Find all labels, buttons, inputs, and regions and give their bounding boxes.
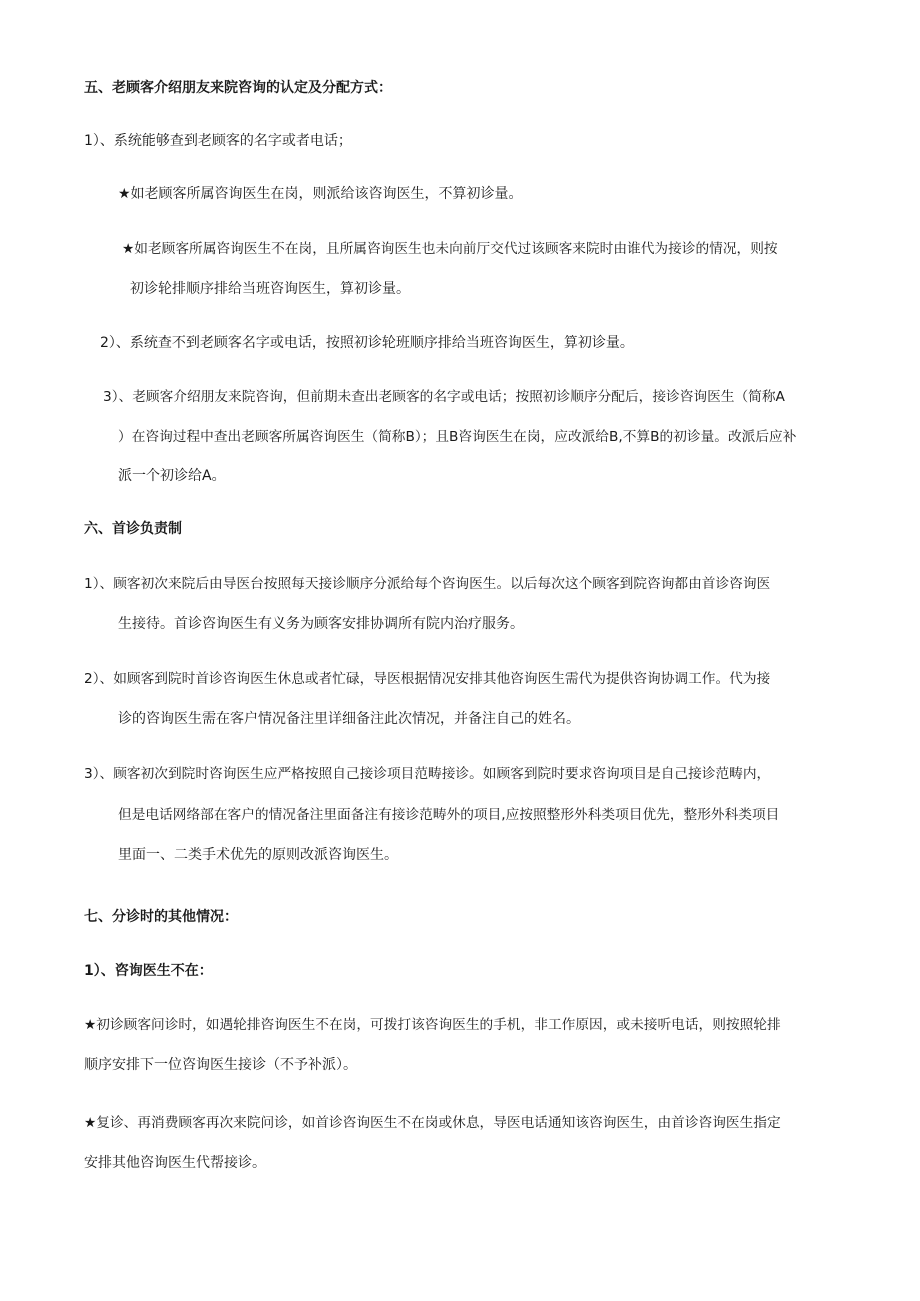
section-6-item-3-line-2: 但是电话网络部在客户的情况备注里面备注有接诊范畴外的项目,应按照整形外科类项目优先，整形外科类项目	[118, 807, 780, 823]
section-6-item-3-line-3: 里面一、二类手术优先的原则改派咨询医生。	[118, 847, 398, 863]
section-6-heading: 六、首诊负责制	[84, 521, 182, 537]
section-7-note-2-line-2: 安排其他咨询医生代帮接诊。	[84, 1155, 266, 1171]
section-7-note-2-line-1: ★复诊、再消费顾客再次来院问诊，如首诊咨询医生不在岗或休息，导医电话通知该咨询医生，由首诊咨询医生指定	[84, 1115, 781, 1131]
section-6-item-3-line-1: 3）、顾客初次到院时咨询医生应严格按照自己接诊项目范畴接诊。如顾客到院时要求咨询项目是自己接诊范畴内，	[84, 766, 771, 782]
section-5-item-3-line-2: ）在咨询过程中查出老顾客所属咨询医生（简称B）；且B咨询医生在岗，应改派给B,不算B的初诊量。改派后应补	[118, 429, 797, 445]
section-5-item-1-note-1: ★如老顾客所属咨询医生在岗，则派给该咨询医生，不算初诊量。	[118, 186, 523, 202]
section-5-item-1: 1）、系统能够查到老顾客的名字或者电话；	[84, 133, 352, 149]
section-6-item-1-line-2: 生接待。首诊咨询医生有义务为顾客安排协调所有院内治疗服务。	[118, 616, 524, 632]
section-6-item-2-line-1: 2）、如顾客到院时首诊咨询医生休息或者忙碌，导医根据情况安排其他咨询医生需代为提供咨询协调工作。代为接	[84, 671, 771, 687]
section-5-item-2: 2）、系统查不到老顾客名字或电话，按照初诊轮班顺序排给当班咨询医生，算初诊量。	[100, 335, 634, 351]
section-7-item-1-heading: 1）、咨询医生不在：	[84, 963, 213, 979]
section-7-heading: 七、分诊时的其他情况：	[84, 909, 238, 925]
section-7-note-1-line-1: ★初诊顾客问诊时，如遇轮排咨询医生不在岗，可拨打该咨询医生的手机，非工作原因，或未接听电话，则按照轮排	[84, 1017, 781, 1033]
section-5-item-1-note-2-line-2: 初诊轮排顺序排给当班咨询医生，算初诊量。	[130, 281, 410, 297]
section-5-item-3-line-3: 派一个初诊给A。	[118, 468, 226, 484]
section-5-item-3-line-1: 3）、老顾客介绍朋友来院咨询，但前期未查出老顾客的名字或电话；按照初诊顺序分配后，接诊咨询医生（简称A	[103, 389, 785, 405]
section-5-item-1-note-2-line-1: ★如老顾客所属咨询医生不在岗，且所属咨询医生也未向前厅交代过该顾客来院时由谁代为接诊的情况，则按	[122, 241, 778, 257]
section-6-item-1-line-1: 1）、顾客初次来院后由导医台按照每天接诊顺序分派给每个咨询医生。以后每次这个顾客到院咨询都由首诊咨询医	[84, 576, 771, 592]
section-6-item-2-line-2: 诊的咨询医生需在客户情况备注里详细备注此次情况，并备注自己的姓名。	[118, 711, 580, 727]
section-7-note-1-line-2: 顺序安排下一位咨询医生接诊（不予补派）。	[84, 1057, 357, 1073]
section-5-heading: 五、老顾客介绍朋友来院咨询的认定及分配方式：	[84, 80, 392, 96]
